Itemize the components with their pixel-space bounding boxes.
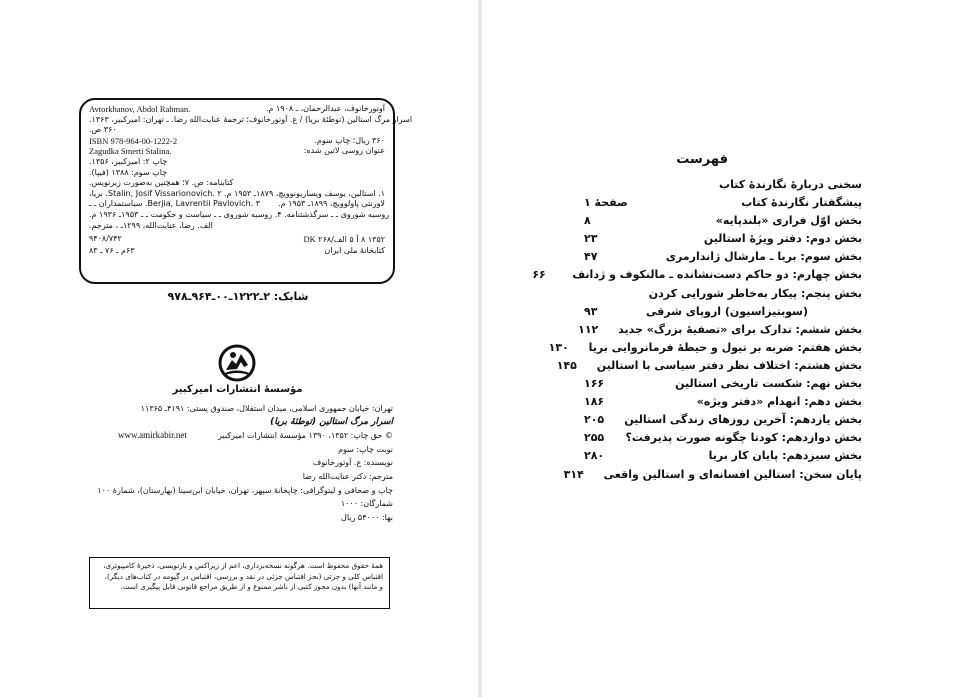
imprint-block: [97, 402, 393, 524]
toc-entry-page: ۶۶: [532, 268, 546, 282]
toc-entry: [584, 178, 862, 196]
author-line: نویسنده: ع. آوتورخانوف: [313, 458, 393, 468]
printing-line: چاپ و صحافی و لیتوگرافی: چاپخانهٔ سپهر، تهران، خیابان ابن‌سینا (بهارستان)، شمارهٔ ۱۰۰: [97, 485, 393, 495]
toc-entry-title: (سوبتیزاسیون) اروپای شرقی: [645, 304, 808, 318]
toc-entry-title: بخش سوم: بریا ـ مارشال ژاندارمری: [665, 250, 862, 264]
toc-entry-title: بخش یازدهم: آخرین روزهای زندگی استالین: [624, 413, 862, 427]
catalog-line: ISBN 978-964-00-1222-2 ۳۶۰ ریال؛ چاپ سوم.: [89, 135, 385, 146]
catalog-line: اسرار مرگ استالین (توطئهٔ بریا) / ع. آوتورخانوف؛ ترجمهٔ عنایت‌الله رضا. ـ تهران: امیرکبیر، ۱۳۶۳.: [89, 114, 413, 124]
toc-entry-page: ۱۸۶: [584, 395, 605, 409]
toc-entry-title: بخش پنجم: پیکار به‌خاطر شورایی کردن: [648, 286, 862, 300]
toc-entry-page: صفحهٔ ۱: [584, 196, 628, 210]
toc-entry: [584, 431, 862, 449]
toc-entry: [584, 377, 862, 395]
toc-entry-title: بخش چهارم: دو حاکم دست‌نشانده ـ مالنکوف و ژدانف: [572, 268, 862, 282]
catalog-line: Zagudka Smerti Stalina. عنوان روسی لاتین شده:: [89, 146, 385, 157]
toc-entry-page: ۲۰۵: [584, 413, 605, 427]
publisher-address: تهران: خیابان جمهوری اسلامی، میدان استقلال، صندوق پستی: ۴۱۹۱ـ ۱۱۳۶۵: [140, 404, 393, 413]
catalog-line: Berjia, Lavrentii Pavlovich. ۳. سیاستمداران ـ ـ لاورنتی پاولوویچ، ۱۸۹۹ـ ۱۹۵۳ م.: [89, 199, 385, 209]
toc-entry: [584, 250, 862, 268]
toc-entry-title: بخش ششم: تدارک برای «تصفیهٔ بزرگ» جدید: [618, 322, 862, 336]
toc-entry-page: ۸: [584, 214, 591, 228]
toc-entry-page: ۹۳: [584, 304, 598, 318]
toc-entry-title: بخش دوم: دفتر ویژهٔ استالین: [703, 232, 862, 246]
toc-entry-page: ۲۸۰: [584, 449, 605, 463]
toc-entry: [578, 322, 862, 341]
copyright-line: www.amirkabir.net © حق چاپ: ۱۳۵۲، ۱۳۹۰ مؤسسهٔ انتشارات امیرکبیر: [118, 430, 393, 441]
toc-entry: [584, 196, 862, 214]
publisher-logo-icon: [217, 343, 257, 383]
toc-entry: [584, 395, 862, 413]
cataloging-box: [79, 98, 413, 284]
catalog-line: Stalin, Josif Vissarionovich. ۲. بریا، ۱. استالین، یوسف ویساریونوویچ، ۱۸۷۹ـ ۱۹۵۳ م.: [89, 188, 385, 198]
toc-entry: [584, 232, 862, 250]
toc-entry: [563, 467, 862, 486]
contents-page: [482, 0, 957, 697]
toc-entry-page: ۴۷: [584, 250, 598, 264]
toc-entry: [584, 449, 862, 467]
toc-entry-title: بخش هشتم: اختلاف نظر دفتر سیاسی با استالین: [596, 358, 862, 372]
catalog-line: ۹۴۰۸/۷۴۲ DK ۱۳۵۲ ۸ آ ۵ الف/۲۶۸: [89, 234, 385, 245]
toc-entry-title: بخش اوّل فراری «بلندپایه»: [715, 214, 862, 228]
toc-entry-page: ۱۳۰: [548, 340, 569, 354]
catalog-line: روسیه شوروی ـ ـ سرگذشتنامه. ۴. روسیه شوروی ـ ـ سیاست و حکومت ـ ـ ۱۹۵۳ـ ۱۹۳۶ م.: [89, 209, 390, 219]
print-run-line: شمارگان: ۱۰۰۰: [340, 499, 393, 509]
table-of-contents: [532, 178, 862, 486]
toc-entry-title: بخش دوازدهم: کودتا چگونه صورت پذیرفت؟: [625, 431, 862, 445]
price-line: بها: ۵۴۰۰۰ ریال: [341, 512, 393, 522]
book-title: اسرار مرگ استالین (توطئهٔ بریا): [270, 416, 393, 427]
copyright-page: [0, 0, 478, 697]
isbn-line: شابک: ۲ـ۱۲۲۲ـ۰۰ـ۹۶۴ـ۹۷۸: [167, 290, 309, 303]
toc-entry: [584, 214, 862, 232]
catalog-line: کتابنامه: ص. ۷؛ همچنین به‌صورت زیرنویس.: [89, 178, 234, 188]
catalog-line: چاپ سوم: ۱۳۸۸ (فیپا).: [89, 167, 168, 177]
edition-line: نوبت چاپ: سوم: [338, 444, 393, 454]
toc-entry-title: سخنی دربارهٔ نگارندهٔ کتاب: [719, 178, 862, 191]
toc-entry-title: بخش نهم: شکست تاریخی استالین: [675, 377, 862, 391]
toc-entry-title: پیشگفتار نگارندهٔ کتاب: [741, 196, 862, 210]
rights-notice: همهٔ حقوق محفوظ است. هرگونه نسخه‌برداری، اعم از زیراکس و بازنویسی، ذخیرهٔ کامپیوتری، اقتباس کلی و جزئی (بجز اقتباس جزئی در نقد و بررسی، اقتباس در گیومه در کتاب‌های دیگر)، و مانند آنها) بدون مجوز کتبی از ناشر ممنوع و از طریق مراجع قانونی قابل پیگیری است.: [89, 557, 390, 609]
toc-entry: [556, 358, 862, 377]
toc-entry-page: ۳۱۴: [563, 467, 584, 481]
toc-entry-page: ۱۱۲: [578, 322, 599, 336]
toc-entry-title: بخش هفتم: ضربه بر تیول و حیطهٔ فرمانروایی بریا: [588, 340, 862, 354]
toc-entry: [548, 340, 862, 359]
translator-line: مترجم: دکتر عنایت‌الله رضا: [302, 471, 393, 481]
catalog-line: الف. رضا، عنایت‌الله، ۱۲۹۹ـ ، مترجم.: [89, 220, 213, 230]
toc-entry-page: ۱۴۵: [556, 358, 577, 372]
toc-entry-page: ۲۵۵: [584, 431, 605, 445]
toc-title: فهرست: [676, 152, 728, 167]
catalog-line: Avtorkhanov, Abdol Rahman. آوتورخانوف، عبدالرحمان، ـ ۱۹۰۸ م.: [89, 104, 385, 114]
toc-entry: [532, 268, 862, 286]
toc-entry: [584, 287, 862, 305]
catalog-line: ۶۳م ـ ۷۶ ـ ۸۳ کتابخانهٔ ملی ایران: [89, 245, 385, 255]
toc-entry: [584, 413, 862, 431]
toc-entry-page: ۲۳: [584, 232, 598, 246]
toc-entry: [584, 305, 862, 323]
toc-entry-page: ۱۶۶: [584, 377, 605, 391]
toc-entry-title: بخش دهم: انهدام «دفتر ویژه»: [696, 395, 862, 409]
catalog-line: ۳۶۰ ص.: [89, 125, 117, 135]
toc-entry-title: بخش سیزدهم: پایان کار بریا: [708, 449, 862, 463]
toc-entry-title: پایان سخن: استالین افسانه‌ای و استالین واقعی: [603, 467, 862, 481]
catalog-line: چاپ ۲: امیرکبیر، ۱۳۵۶.: [89, 156, 168, 166]
publisher-name: مؤسسهٔ انتشارات امیرکبیر: [172, 384, 303, 395]
